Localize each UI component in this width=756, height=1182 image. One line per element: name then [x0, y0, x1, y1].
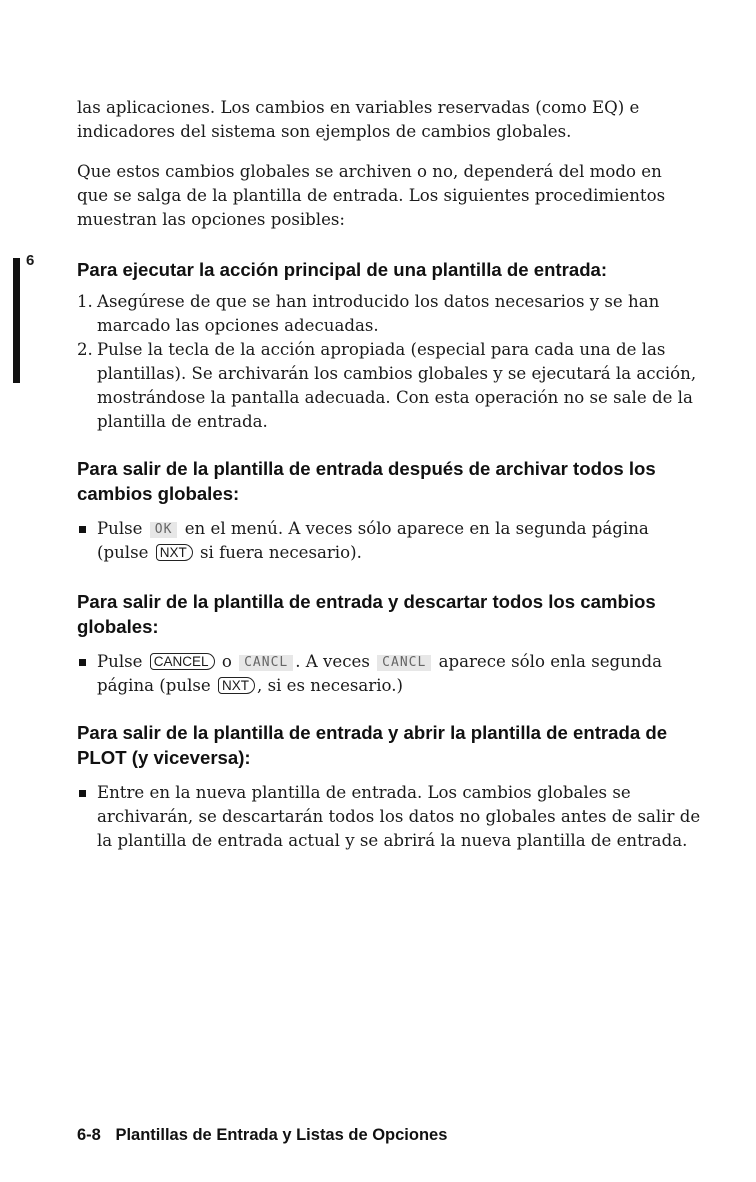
softkey-cancl: CANCL: [377, 655, 431, 671]
text-run: si fuera necesario).: [200, 543, 362, 562]
softkey-cancl: CANCL: [239, 655, 293, 671]
text-run: o: [221, 652, 232, 671]
text-run: en el menú. A veces sólo aparece en la segunda página (pulse: [97, 519, 649, 562]
intro-paragraph-2: Que estos cambios globales se archiven o no, dependerá del modo en que se salga de la plantilla de entrada. Los siguientes procedimientos muestran las opciones posibles:: [77, 162, 666, 229]
page-footer: [77, 1126, 447, 1145]
step-text: Pulse la tecla de la acción apropiada (especial para cada una de las plantillas). Se archivarán los cambios globales y se ejecutará la acción, mostrándose la pantalla adecuada. Con esta operación no se sale de la plantilla de entrada.: [97, 340, 697, 431]
text-run: . A veces: [295, 652, 370, 671]
text-run: aparece sólo enla segunda página (pulse: [97, 652, 663, 695]
section-heading-plot: Para salir de la plantilla de entrada y abrir la plantilla de entrada de PLOT (y viceversa):: [77, 722, 668, 768]
key-cancel: CANCEL: [150, 653, 215, 670]
step-number: 2.: [77, 340, 93, 359]
key-nxt: NXT: [156, 544, 193, 561]
text-run: Pulse: [97, 519, 143, 538]
chapter-tab-bar: [13, 258, 20, 383]
section-heading-exit-save: Para salir de la plantilla de entrada después de archivar todos los cambios globales:: [77, 458, 656, 504]
step-text: Asegúrese de que se han introducido los datos necesarios y se han marcado las opciones adecuadas.: [97, 292, 660, 335]
section-heading-execute: Para ejecutar la acción principal de una plantilla de entrada:: [77, 259, 608, 280]
list-item: [77, 338, 702, 434]
text-run: Pulse: [97, 652, 143, 671]
text-run: , si es necesario.): [257, 676, 403, 695]
list-item: [77, 290, 702, 338]
page-number: 6-8: [77, 1126, 101, 1144]
bullet-text: Entre en la nueva plantilla de entrada. Los cambios globales se archivarán, se descartarán todos los datos no globales antes de salir de la plantilla de entrada actual y se abrirá la nueva plantilla de entrada.: [97, 783, 701, 850]
list-item: [77, 650, 702, 698]
list-item: [77, 517, 702, 565]
step-number: 1.: [77, 292, 93, 311]
footer-title: Plantillas de Entrada y Listas de Opciones: [115, 1126, 448, 1144]
softkey-ok: OK: [150, 522, 178, 538]
intro-paragraph-1: las aplicaciones. Los cambios en variables reservadas (como EQ) e indicadores del sistema son ejemplos de cambios globales.: [77, 98, 640, 141]
chapter-tab-number: 6: [26, 252, 35, 269]
list-item: [77, 781, 702, 853]
bullet-text: [97, 517, 702, 565]
bullet-text: [97, 650, 702, 698]
key-nxt: NXT: [218, 677, 255, 694]
section-heading-exit-discard: Para salir de la plantilla de entrada y descartar todos los cambios globales:: [77, 591, 656, 637]
